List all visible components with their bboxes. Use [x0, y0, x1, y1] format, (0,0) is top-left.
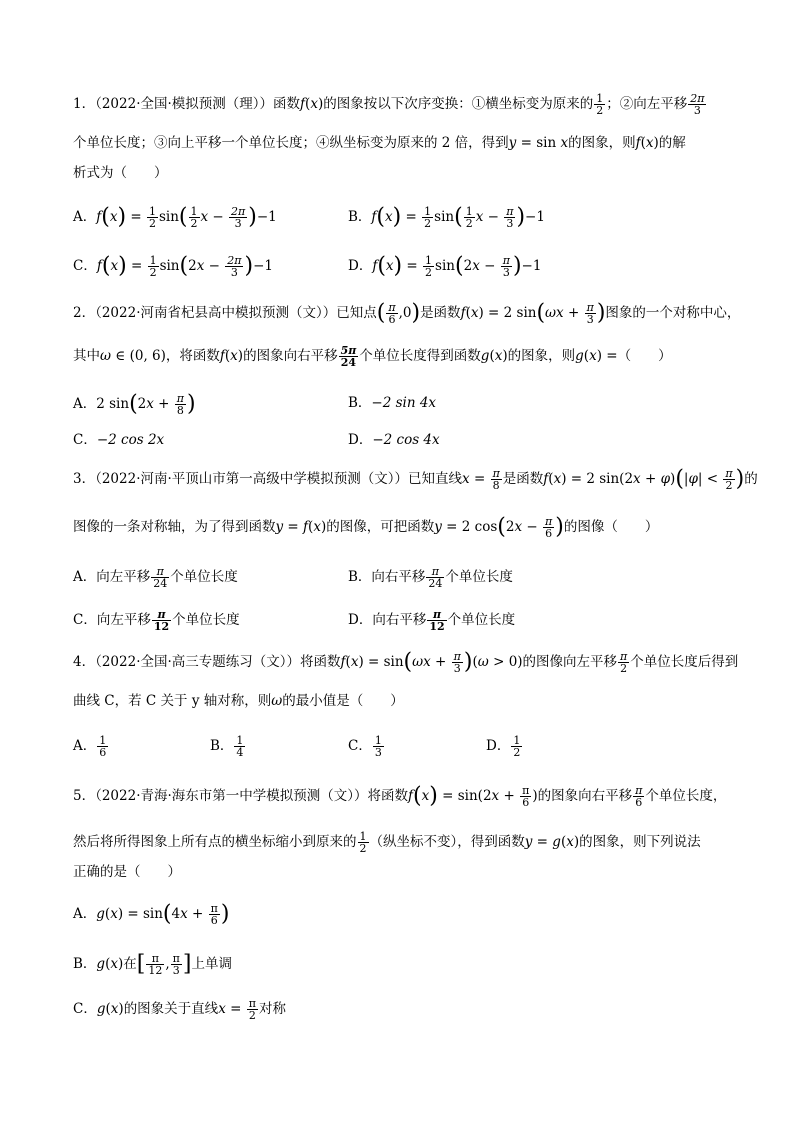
q2-line2: 其中ω ∈ (0, 6)，将函数f(x)的图象向右平移 $\frac{5\pi}{24}$ 个单位长度得到函数g(x)的图象，则g(x) =（ ）	[73, 344, 672, 369]
q4-option-b[interactable]: B． $\frac{1}{4}$	[210, 734, 244, 759]
math-y-sinx: y	[508, 135, 517, 151]
q5-option-a[interactable]: A．g(x) = sin(4x + $\frac{\pi}{6}$ )	[73, 901, 230, 927]
q5-line2: 然后将所得图象上所有点的横坐标缩小到原来的 $\frac{1}{2}$ （纵坐标不变），得到函数y = g(x)的图象，则下列说法	[73, 830, 701, 855]
q4-line1: 4．（2022·全国·高三专题练习（文））将函数f(x) = sin(ωx + $\frac{\pi}{3}$ )(ω > 0)的图像向左平移 $\frac{\pi}{2}$ 个单位长度后得到	[73, 649, 739, 675]
q3-option-d[interactable]: D．向右平移 $\frac{\pi}{12}$ 个单位长度	[348, 608, 516, 633]
q3-option-b[interactable]: B．向右平移 $\frac{\pi}{24}$ 个单位长度	[348, 565, 513, 590]
q4-option-c[interactable]: C． $\frac{1}{3}$	[348, 734, 382, 759]
q5-line3: 正确的是（ ）	[73, 864, 181, 880]
frac-2pi-3: $\frac{2\pi}{3}$	[690, 92, 705, 117]
q3-line1: 3．（2022·河南·平顶山市第一高级中学模拟预测（文））已知直线x = $\frac{\pi}{8}$ 是函数f(x) = 2 sin(2x + φ)(|φ| < $\frac{\pi}{2}$ )的	[73, 466, 758, 492]
q4-option-a[interactable]: A． $\frac{1}{6}$	[73, 734, 107, 759]
q1-line3: 析式为（ ）	[73, 165, 168, 181]
frac-1-2: $\frac{1}{2}$	[596, 92, 604, 117]
q2-option-d[interactable]: D．−2 cos 4x	[348, 432, 440, 448]
q2-option-c[interactable]: C．−2 cos 2x	[73, 432, 165, 448]
q3-option-a[interactable]: A．向左平移 $\frac{\pi}{24}$ 个单位长度	[73, 565, 238, 590]
q5-option-b[interactable]: B．g(x)在[ $\frac{\pi}{12}$ , $\frac{\pi}{3}$ ]上单调	[73, 951, 232, 977]
q4-line2: 曲线 C，若 C 关于 y 轴对称，则ω的最小值是（ ）	[73, 693, 404, 709]
q1-line2: 个单位长度；③向上平移一个单位长度；④纵坐标变为原来的 2 倍，得到y = sin x的图象，则f(x)的解	[73, 135, 686, 151]
q2-option-a[interactable]: A．2 sin(2x + $\frac{\pi}{8}$ )	[73, 391, 196, 417]
q3-line2: 图像的一条对称轴，为了得到函数y = f(x)的图像，可把函数y = 2 cos(2x − $\frac{\pi}{6}$ )的图像（ ）	[73, 514, 659, 540]
q1-option-d[interactable]: D．f(x) = $\frac{1}{2}$ sin(2x − $\frac{\pi}{3}$ )−1	[348, 253, 542, 279]
q4-option-d[interactable]: D． $\frac{1}{2}$	[486, 734, 521, 759]
math-fx: f	[300, 96, 306, 112]
q1-option-c[interactable]: C．f(x) = $\frac{1}{2}$ sin(2x − $\frac{2\pi}{3}$ )−1	[73, 253, 273, 279]
q2-line1: 2．（2022·河南省杞县高中模拟预测（文））已知点( $\frac{\pi}{6}$ ,0)是函数f(x) = 2 sin(ωx + $\frac{\pi}{3}$ )图象的一个对称中心，	[73, 300, 741, 326]
q5-line1: 5．（2022·青海·海东市第一中学模拟预测（文））将函数f(x) = sin(2x + $\frac{\pi}{6}$ )的图象向右平移 $\frac{\pi}{6}$ 个单位长度，	[73, 783, 727, 809]
q1-option-b[interactable]: B．f(x) = $\frac{1}{2}$ sin( $\frac{1}{2}$ x − $\frac{\pi}{3}$ )−1	[348, 204, 545, 230]
q5-option-c[interactable]: C．g(x)的图象关于直线x = $\frac{\pi}{2}$ 对称	[73, 997, 286, 1022]
q2-option-b[interactable]: B．−2 sin 4x	[348, 395, 437, 411]
q3-option-c[interactable]: C．向左平移 $\frac{\pi}{12}$ 个单位长度	[73, 608, 240, 633]
q1-line1: 1．（2022·全国·模拟预测（理））函数f(x)的图象按以下次序变换：①横坐标变为原来的 $\frac{1}{2}$ ；②向左平移 $\frac{2\pi}{3}$	[73, 92, 705, 117]
q1-option-a[interactable]: A．f(x) = $\frac{1}{2}$ sin( $\frac{1}{2}$ x − $\frac{2\pi}{3}$ )−1	[73, 204, 277, 230]
